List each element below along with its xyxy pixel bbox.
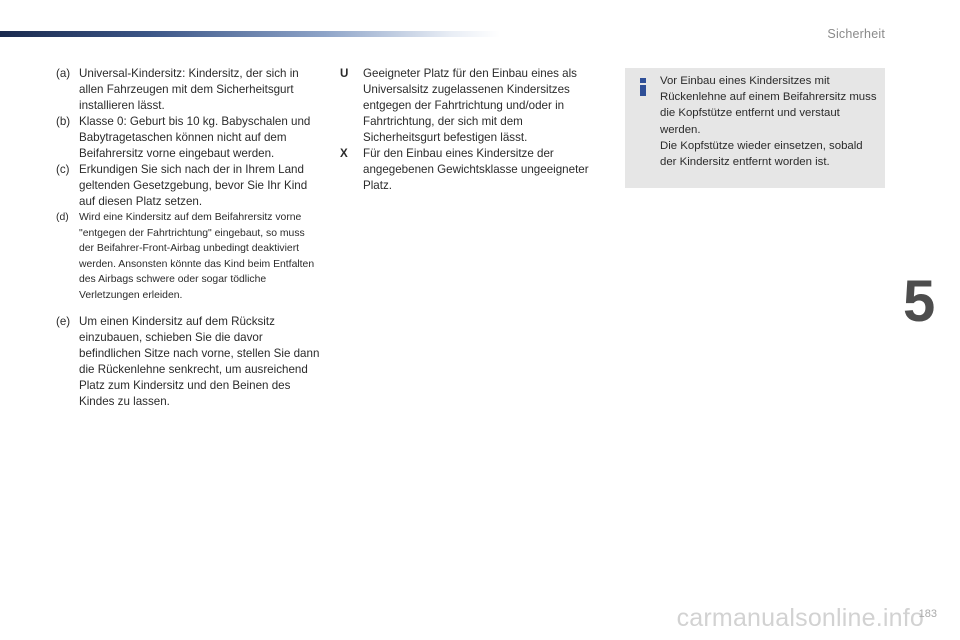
- header-gradient-bar: [0, 31, 500, 37]
- legend-text: Geeigneter Platz für den Einbau eines als Universalsitz zugelassenen Kindersitzes entgegen der Fahrtrichtung und/oder in Fahrtrichtung, der sich mit dem Sicherheitsgurt befestigen lässt.: [363, 67, 577, 144]
- info-text: [660, 73, 880, 170]
- footnote-marker: (e): [56, 314, 71, 328]
- footnote-marker: (d): [56, 212, 69, 223]
- page-number: 183: [918, 608, 937, 620]
- footnote-d: [56, 210, 322, 304]
- legend-item-u: [340, 66, 602, 146]
- footnote-text: Universal-Kindersitz: Kindersitz, der sich in allen Fahrzeugen mit dem Sicherheitsgurt installieren lässt.: [79, 67, 299, 112]
- footnote-text: Um einen Kindersitz auf dem Rücksitz einzubauen, schieben Sie die davor befindlichen Sitze nach vorne, stellen Sie dann die Rückenlehne senkrecht, um ausreichend Platz zum Kindersitz und den Beinen des Kindes zu lassen.: [79, 314, 320, 408]
- legend-column: [340, 66, 602, 194]
- info-icon: [640, 78, 646, 96]
- legend-item-x: [340, 146, 602, 194]
- info-paragraph: Vor Einbau eines Kindersitzes mit Rückenlehne auf einem Beifahrersitz muss die Kopfstütze entfernt und verstaut werden.: [660, 75, 877, 136]
- info-paragraph: Die Kopfstütze wieder einsetzen, sobald der Kindersitz entfernt worden ist.: [660, 139, 863, 169]
- info-box: [625, 68, 885, 188]
- footnote-marker: (a): [56, 67, 71, 80]
- footnote-marker: (b): [56, 115, 71, 128]
- chapter-number: 5: [903, 269, 936, 334]
- legend-marker: X: [340, 147, 348, 160]
- section-title: Sicherheit: [827, 27, 885, 41]
- legend-text: Für den Einbau eines Kindersitze der angegebenen Gewichtsklasse ungeeigneter Platz.: [363, 147, 589, 192]
- footnote-e: [56, 314, 322, 410]
- legend-marker: U: [340, 67, 349, 80]
- footnote-c: [56, 162, 322, 210]
- footnote-b: [56, 114, 322, 162]
- footnotes-column: [56, 66, 322, 410]
- watermark: carmanualsonline.info: [676, 604, 924, 632]
- footnote-text: Wird eine Kindersitz auf dem Beifahrersitz vorne "entgegen der Fahrtrichtung" eingebaut, so muss der Beifahrer-Front-Airbag unbedingt deaktiviert werden. Ansonsten könnte das Kind beim Entfalten des Airbags schwere oder sogar tödliche Verletzungen erleiden.: [79, 212, 315, 301]
- footnote-a: [56, 66, 322, 114]
- footnote-marker: (c): [56, 163, 70, 176]
- footnote-text: Erkundigen Sie sich nach der in Ihrem Land geltenden Gesetzgebung, bevor Sie Ihr Kind auf diesen Platz setzen.: [79, 163, 308, 208]
- footnote-text: Klasse 0: Geburt bis 10 kg. Babyschalen und Babytragetaschen können nicht auf dem Beifahrersitz vorne eingebaut werden.: [79, 115, 311, 160]
